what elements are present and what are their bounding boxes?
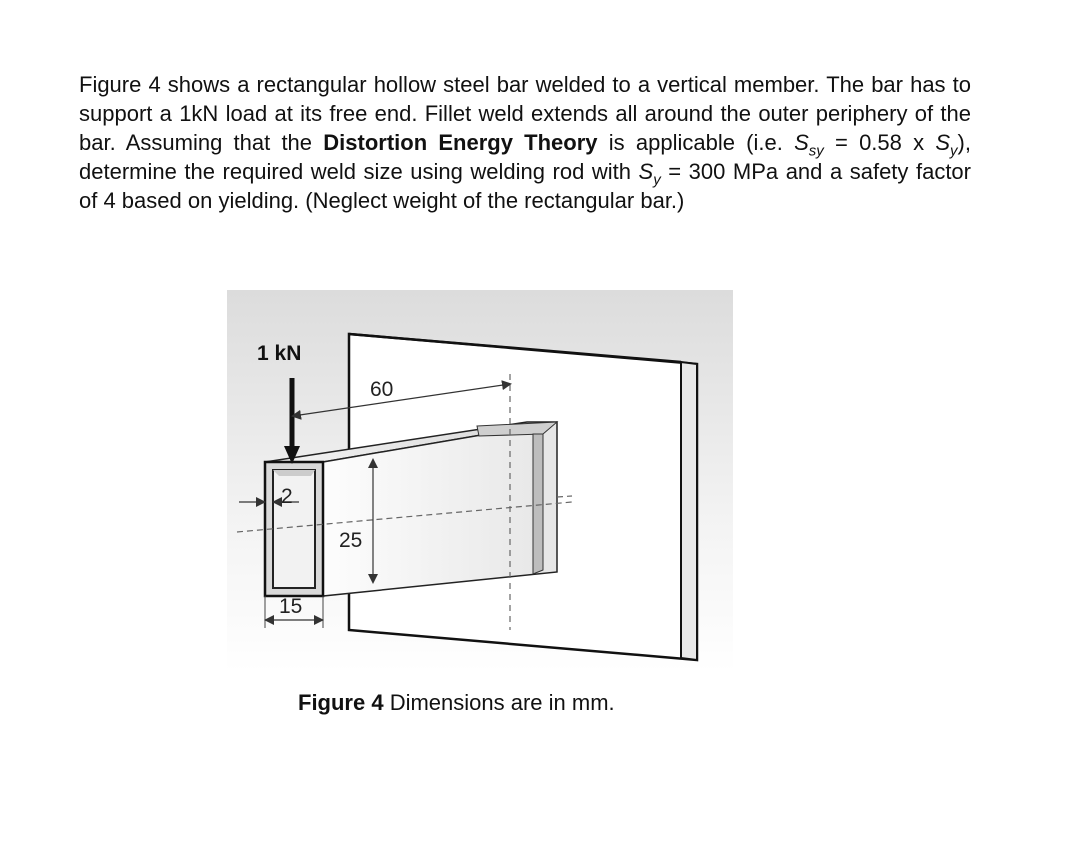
theory-name: Distortion Energy Theory [323,130,598,155]
figure-4-diagram [227,290,733,672]
ssy-symbol: S [794,130,809,155]
problem-text-3: = 0.58 x [823,130,936,155]
load-label: 1 kN [257,342,302,365]
caption-text: Dimensions are in mm. [383,690,615,715]
problem-text-5: = 300 MPa and a safety factor of 4 based on yielding. (Neglect weight of the rectangular bar.) [79,159,971,213]
length-dimension-label: 60 [370,378,394,401]
height-dimension-label: 25 [339,529,363,552]
problem-statement [79,70,971,215]
thickness-dimension-label: 2 [281,485,293,508]
ssy-subscript: sy [808,142,824,160]
sy2-symbol: S [638,159,654,184]
caption-label: Figure 4 [298,690,384,715]
figure-caption [298,690,615,716]
sy-subscript: y [950,142,958,160]
sy-symbol: S [935,130,951,155]
problem-text-1: Figure 4 shows a rectangular hollow steel bar welded to a vertical member. The bar has to support a 1kN load at its free end. Fillet weld extends all around the outer periphery of the bar. Assuming that the [79,72,971,155]
width-dimension-label: 15 [279,595,303,618]
problem-text-4: ), determine the required weld size using welding rod with [79,130,971,184]
sy2-subscript: y [653,171,661,189]
problem-text-2: is applicable (i.e. [597,130,795,155]
